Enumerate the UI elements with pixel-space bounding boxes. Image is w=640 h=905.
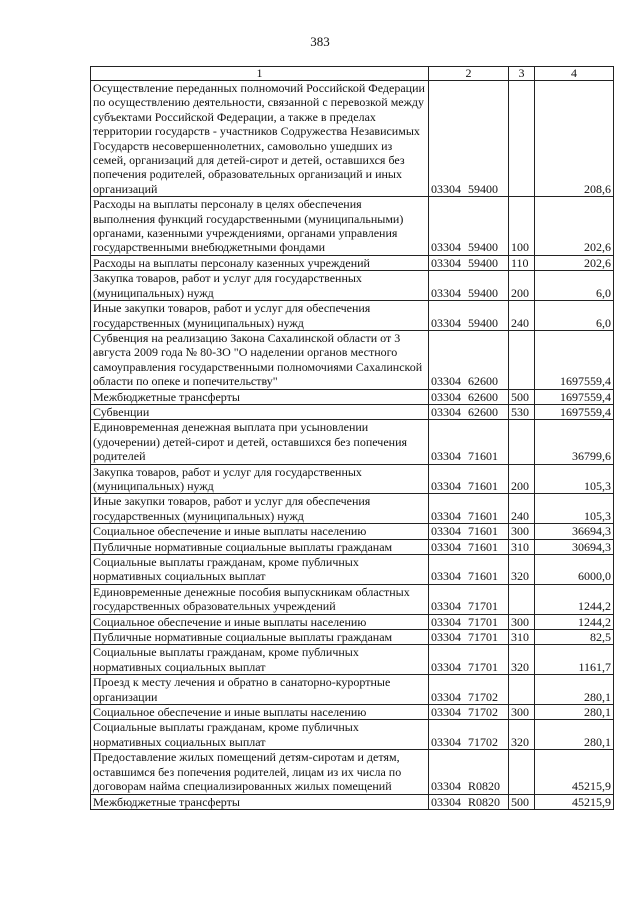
code-program: 03304 (431, 569, 461, 584)
row-code-cell (429, 645, 509, 675)
row-name-cell: Межбюджетные трансферты (91, 794, 429, 809)
row-code-cell (429, 464, 509, 494)
row-amount-cell: 1697559,4 (535, 389, 614, 404)
row-code-cell (429, 271, 509, 301)
row-amount-cell: 6,0 (535, 301, 614, 331)
code-program: 03304 (431, 478, 461, 493)
row-code-cell (429, 705, 509, 720)
row-amount-cell: 1697559,4 (535, 404, 614, 419)
table-row (91, 494, 614, 524)
code-program: 03304 (431, 181, 461, 196)
code-program: 03304 (431, 734, 461, 749)
code-direction: 71601 (468, 569, 498, 584)
code-direction: 71601 (468, 524, 498, 539)
table-row (91, 330, 614, 389)
row-type-cell: 200 (509, 271, 535, 301)
table-row (91, 420, 614, 464)
row-amount-cell: 280,1 (535, 705, 614, 720)
code-program: 03304 (431, 285, 461, 300)
row-code-cell (429, 555, 509, 585)
row-type-cell: 300 (509, 524, 535, 539)
row-code-cell (429, 404, 509, 419)
code-direction: 71702 (468, 734, 498, 749)
code-direction: 71702 (468, 705, 498, 720)
row-amount-cell: 1244,2 (535, 584, 614, 614)
table-row (91, 614, 614, 629)
row-type-cell: 310 (509, 539, 535, 554)
table-row (91, 255, 614, 270)
row-code-cell (429, 750, 509, 794)
row-amount-cell: 45215,9 (535, 750, 614, 794)
code-direction: 71601 (468, 449, 498, 464)
row-amount-cell: 36694,3 (535, 524, 614, 539)
code-program: 03304 (431, 389, 461, 404)
row-amount-cell: 208,6 (535, 81, 614, 197)
code-direction: 71702 (468, 689, 498, 704)
row-code-cell (429, 539, 509, 554)
row-name-cell: Межбюджетные трансферты (91, 389, 429, 404)
code-direction: 62600 (468, 404, 498, 419)
table-row (91, 271, 614, 301)
row-name-cell: Социальные выплаты гражданам, кроме публичных нормативных социальных выплат (91, 555, 429, 585)
code-program: 03304 (431, 689, 461, 704)
code-program: 03304 (431, 614, 461, 629)
row-name-cell: Единовременная денежная выплата при усыновлении (удочерении) детей-сирот и детей, оставшихся без попечения родителей (91, 420, 429, 464)
row-code-cell (429, 255, 509, 270)
header-col-3: 3 (509, 67, 535, 81)
row-type-cell: 200 (509, 464, 535, 494)
row-name-cell: Иные закупки товаров, работ и услуг для обеспечения государственных (муниципальных) нужд (91, 494, 429, 524)
code-program: 03304 (431, 599, 461, 614)
row-name-cell: Единовременные денежные пособия выпускникам областных государственных образовательных учреждений (91, 584, 429, 614)
row-name-cell: Субвенция на реализацию Закона Сахалинской области от 3 августа 2009 года № 80-ЗО "О наделении органов местного самоуправления государственными полномочиями Сахалинской области по опеке и попечительству" (91, 330, 429, 389)
row-name-cell: Закупка товаров, работ и услуг для государственных (муниципальных) нужд (91, 271, 429, 301)
row-amount-cell: 1697559,4 (535, 330, 614, 389)
code-program: 03304 (431, 524, 461, 539)
row-type-cell: 310 (509, 630, 535, 645)
header-row (91, 67, 614, 81)
code-direction: 71601 (468, 539, 498, 554)
row-type-cell: 500 (509, 389, 535, 404)
row-amount-cell: 202,6 (535, 255, 614, 270)
row-type-cell (509, 81, 535, 197)
row-type-cell: 530 (509, 404, 535, 419)
row-amount-cell: 30694,3 (535, 539, 614, 554)
row-amount-cell: 280,1 (535, 720, 614, 750)
code-program: 03304 (431, 794, 461, 809)
table-row (91, 464, 614, 494)
table-row (91, 705, 614, 720)
row-amount-cell: 202,6 (535, 197, 614, 256)
table-row (91, 404, 614, 419)
row-code-cell (429, 420, 509, 464)
row-amount-cell: 1161,7 (535, 645, 614, 675)
row-amount-cell: 45215,9 (535, 794, 614, 809)
row-code-cell (429, 584, 509, 614)
row-type-cell: 240 (509, 301, 535, 331)
row-type-cell (509, 420, 535, 464)
row-code-cell (429, 524, 509, 539)
code-program: 03304 (431, 630, 461, 645)
code-direction: 71601 (468, 508, 498, 523)
code-direction: 62600 (468, 374, 498, 389)
row-amount-cell: 280,1 (535, 675, 614, 705)
row-type-cell: 240 (509, 494, 535, 524)
row-type-cell: 320 (509, 720, 535, 750)
table-row (91, 524, 614, 539)
row-code-cell (429, 301, 509, 331)
code-program: 03304 (431, 374, 461, 389)
code-program: 03304 (431, 779, 461, 794)
row-amount-cell: 36799,6 (535, 420, 614, 464)
code-program: 03304 (431, 449, 461, 464)
table-row (91, 794, 614, 809)
code-direction: 59400 (468, 255, 498, 270)
row-name-cell: Социальное обеспечение и иные выплаты населению (91, 524, 429, 539)
row-type-cell: 100 (509, 197, 535, 256)
header-col-2: 2 (429, 67, 509, 81)
row-type-cell: 300 (509, 614, 535, 629)
row-name-cell: Социальные выплаты гражданам, кроме публичных нормативных социальных выплат (91, 720, 429, 750)
code-program: 03304 (431, 240, 461, 255)
code-program: 03304 (431, 315, 461, 330)
row-code-cell (429, 389, 509, 404)
row-type-cell (509, 750, 535, 794)
code-direction: 62600 (468, 389, 498, 404)
row-code-cell (429, 794, 509, 809)
row-type-cell: 500 (509, 794, 535, 809)
code-direction: 59400 (468, 181, 498, 196)
row-name-cell: Расходы на выплаты персоналу казенных учреждений (91, 255, 429, 270)
row-amount-cell: 105,3 (535, 464, 614, 494)
table-row (91, 750, 614, 794)
header-col-1: 1 (91, 67, 429, 81)
table-row (91, 645, 614, 675)
row-code-cell (429, 197, 509, 256)
code-direction: 71701 (468, 659, 498, 674)
code-direction: 71701 (468, 630, 498, 645)
row-amount-cell: 6000,0 (535, 555, 614, 585)
row-type-cell (509, 584, 535, 614)
row-type-cell: 320 (509, 555, 535, 585)
row-name-cell: Расходы на выплаты персоналу в целях обеспечения выполнения функций государственными (муниципальными) органами, казенными учреждениями, органами управления государственными внебюджетными фондами (91, 197, 429, 256)
budget-table (90, 66, 614, 810)
row-name-cell: Субвенции (91, 404, 429, 419)
code-direction: 71601 (468, 478, 498, 493)
row-type-cell: 320 (509, 645, 535, 675)
row-code-cell (429, 720, 509, 750)
code-program: 03304 (431, 705, 461, 720)
row-code-cell (429, 675, 509, 705)
row-amount-cell: 105,3 (535, 494, 614, 524)
code-program: 03304 (431, 508, 461, 523)
row-name-cell: Предоставление жилых помещений детям-сиротам и детям, оставшимся без попечения родителей, лицам из их числа по договорам найма специализированных жилых помещений (91, 750, 429, 794)
table-row (91, 301, 614, 331)
row-code-cell (429, 494, 509, 524)
table-row (91, 197, 614, 256)
row-code-cell (429, 630, 509, 645)
table-row (91, 555, 614, 585)
code-program: 03304 (431, 539, 461, 554)
row-name-cell: Закупка товаров, работ и услуг для государственных (муниципальных) нужд (91, 464, 429, 494)
row-amount-cell: 82,5 (535, 630, 614, 645)
code-program: 03304 (431, 255, 461, 270)
code-direction: 59400 (468, 240, 498, 255)
row-code-cell (429, 81, 509, 197)
row-code-cell (429, 614, 509, 629)
row-name-cell: Проезд к месту лечения и обратно в санаторно-курортные организации (91, 675, 429, 705)
table-row (91, 389, 614, 404)
row-name-cell: Публичные нормативные социальные выплаты гражданам (91, 539, 429, 554)
row-type-cell: 110 (509, 255, 535, 270)
table-row (91, 720, 614, 750)
table-row (91, 584, 614, 614)
row-type-cell (509, 330, 535, 389)
code-direction: 71701 (468, 614, 498, 629)
code-direction: R0820 (468, 794, 501, 809)
row-name-cell: Публичные нормативные социальные выплаты гражданам (91, 630, 429, 645)
row-name-cell: Социальные выплаты гражданам, кроме публичных нормативных социальных выплат (91, 645, 429, 675)
row-name-cell: Социальное обеспечение и иные выплаты населению (91, 705, 429, 720)
row-type-cell (509, 675, 535, 705)
row-code-cell (429, 330, 509, 389)
code-program: 03304 (431, 659, 461, 674)
code-direction: R0820 (468, 779, 501, 794)
row-name-cell: Иные закупки товаров, работ и услуг для обеспечения государственных (муниципальных) нужд (91, 301, 429, 331)
row-amount-cell: 6,0 (535, 271, 614, 301)
row-amount-cell: 1244,2 (535, 614, 614, 629)
code-program: 03304 (431, 404, 461, 419)
table-row (91, 81, 614, 197)
code-direction: 59400 (468, 285, 498, 300)
table-row (91, 630, 614, 645)
row-name-cell: Социальное обеспечение и иные выплаты населению (91, 614, 429, 629)
header-col-4: 4 (535, 67, 614, 81)
table-row (91, 539, 614, 554)
code-direction: 59400 (468, 315, 498, 330)
code-direction: 71701 (468, 599, 498, 614)
row-type-cell: 300 (509, 705, 535, 720)
page-number: 383 (310, 34, 330, 49)
table-row (91, 675, 614, 705)
row-name-cell: Осуществление переданных полномочий Российской Федерации по осуществлению деятельности, связанной с перевозкой между субъектами Российской Федерации, а также в пределах территории государств - участников Содружества Независимых Государств несовершеннолетних, самовольно ушедших из семей, организаций для детей-сирот и детей, оставшихся без попечения родителей, образовательных организаций и иных организаций (91, 81, 429, 197)
